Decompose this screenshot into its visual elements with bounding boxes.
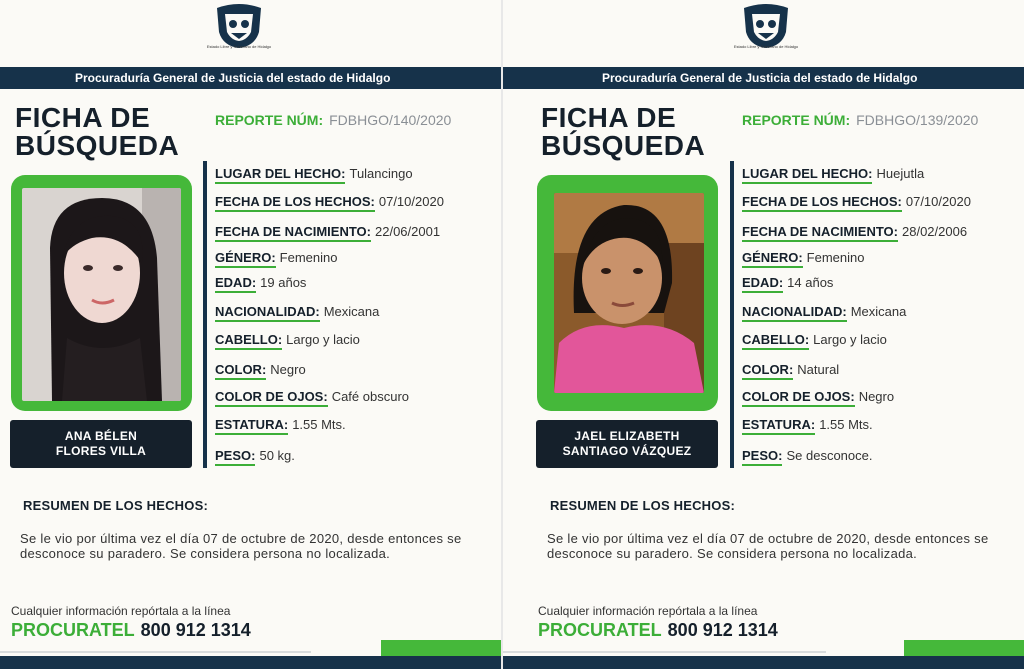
footer-navy-bar (0, 656, 501, 669)
report-label: REPORTE NÚM: (742, 112, 851, 128)
field-value: 50 kg. (259, 448, 295, 463)
footer-rule (503, 651, 826, 653)
divider-bar (203, 161, 207, 468)
field-color (215, 362, 306, 377)
poster-title (15, 104, 179, 160)
field-value: Femenino (279, 250, 338, 265)
person-name-line-1: JAEL ELIZABETH (574, 429, 680, 443)
hotline-number: 800 912 1314 (667, 620, 778, 640)
hotline-brand: PROCURATEL (11, 620, 135, 640)
divider-bar (730, 161, 734, 468)
field-label: PESO: (215, 448, 255, 466)
field-ojos (215, 389, 409, 404)
field-value: 07/10/2020 (378, 194, 444, 209)
report-number (215, 112, 451, 128)
field-value: Femenino (806, 250, 865, 265)
field-edad (215, 275, 306, 290)
field-value: Huejutla (876, 166, 925, 181)
field-fecha-hechos (742, 194, 971, 209)
footer-green-bar (904, 640, 1024, 656)
person-name-line-2: SANTIAGO VÁZQUEZ (562, 444, 692, 458)
hidalgo-coat-of-arms-logo (211, 2, 267, 60)
field-value: Café obscuro (331, 389, 410, 404)
field-value: 28/02/2006 (902, 224, 968, 239)
field-label: FECHA DE NACIMIENTO: (215, 224, 371, 242)
field-label: COLOR DE OJOS: (215, 389, 328, 407)
field-value: 1.55 Mts. (292, 417, 346, 432)
person-name-box (536, 420, 718, 468)
field-value: Se desconoce. (786, 448, 873, 463)
field-nacimiento (215, 224, 440, 239)
info-line: Cualquier información repórtala a la línea (11, 604, 231, 618)
field-nacionalidad (215, 304, 379, 319)
photo-frame (11, 175, 192, 411)
field-label: CABELLO: (215, 332, 282, 350)
hotline (11, 620, 251, 641)
search-poster-ana (0, 0, 501, 669)
hotline (538, 620, 778, 641)
field-cabello (215, 332, 360, 347)
title-line-1: FICHA DE (541, 102, 677, 133)
title-line-2: BÚSQUEDA (15, 130, 180, 161)
agency-name: Procuraduría General de Justicia del estado de Hidalgo (602, 71, 918, 85)
field-label: FECHA DE LOS HECHOS: (742, 194, 902, 212)
field-label: LUGAR DEL HECHO: (742, 166, 872, 184)
field-label: NACIONALIDAD: (742, 304, 847, 322)
footer-navy-bar (503, 656, 1024, 669)
field-value: Mexicana (850, 304, 907, 319)
field-label: FECHA DE NACIMIENTO: (742, 224, 898, 242)
field-label: CABELLO: (742, 332, 809, 350)
summary-heading: RESUMEN DE LOS HECHOS: (550, 498, 735, 513)
search-poster-jael (503, 0, 1024, 669)
summary-text: Se le vio por última vez el día 07 de octubre de 2020, desde entonces se desconoce su paradero. Se considera persona no localizada. (547, 531, 989, 561)
field-value: Natural (797, 362, 840, 377)
report-number (742, 112, 978, 128)
field-label: COLOR DE OJOS: (742, 389, 855, 407)
field-value: 1.55 Mts. (819, 417, 873, 432)
footer-green-bar (381, 640, 501, 656)
field-color (742, 362, 839, 377)
person-name-line-2: FLORES VILLA (55, 444, 147, 458)
field-value: Mexicana (323, 304, 380, 319)
field-value: 07/10/2020 (905, 194, 971, 209)
hotline-number: 800 912 1314 (140, 620, 251, 640)
report-label: REPORTE NÚM: (215, 112, 324, 128)
field-label: ESTATURA: (215, 417, 288, 435)
field-label: NACIONALIDAD: (215, 304, 320, 322)
missing-person-photo (22, 188, 181, 401)
field-value: 14 años (787, 275, 834, 290)
logo-caption: Estado Libre y Soberano de Hidalgo (206, 44, 272, 49)
agency-banner (503, 67, 1024, 89)
field-genero (215, 250, 337, 265)
field-label: LUGAR DEL HECHO: (215, 166, 345, 184)
field-cabello (742, 332, 887, 347)
field-label: ESTATURA: (742, 417, 815, 435)
title-line-1: FICHA DE (15, 102, 151, 133)
logo-caption: Estado Libre y Soberano de Hidalgo (733, 44, 799, 49)
summary-text: Se le vio por última vez el día 07 de octubre de 2020, desde entonces se desconoce su paradero. Se considera persona no localizada. (20, 531, 462, 561)
person-name-line-1: ANA BÉLEN (64, 429, 138, 443)
person-name-box (10, 420, 192, 468)
field-estatura (215, 417, 346, 432)
field-peso (742, 448, 872, 463)
field-label: COLOR: (742, 362, 793, 380)
field-genero (742, 250, 864, 265)
field-peso (215, 448, 295, 463)
field-label: GÉNERO: (742, 250, 803, 268)
field-value: Largo y lacio (286, 332, 360, 347)
report-value: FDBHGO/140/2020 (329, 112, 452, 128)
field-estatura (742, 417, 873, 432)
field-value: 19 años (260, 275, 307, 290)
photo-frame (537, 175, 718, 411)
field-nacimiento (742, 224, 967, 239)
field-ojos (742, 389, 894, 404)
field-value: Largo y lacio (813, 332, 887, 347)
poster-title (541, 104, 705, 160)
field-label: GÉNERO: (215, 250, 276, 268)
hotline-brand: PROCURATEL (538, 620, 662, 640)
footer-rule (0, 651, 311, 653)
field-edad (742, 275, 833, 290)
field-label: COLOR: (215, 362, 266, 380)
title-line-2: BÚSQUEDA (541, 130, 706, 161)
info-line: Cualquier información repórtala a la línea (538, 604, 758, 618)
field-label: PESO: (742, 448, 782, 466)
report-value: FDBHGO/139/2020 (856, 112, 979, 128)
field-fecha-hechos (215, 194, 444, 209)
field-label: FECHA DE LOS HECHOS: (215, 194, 375, 212)
field-value: Negro (270, 362, 306, 377)
field-value: Tulancingo (349, 166, 413, 181)
summary-heading: RESUMEN DE LOS HECHOS: (23, 498, 208, 513)
field-value: 22/06/2001 (375, 224, 441, 239)
field-value: Negro (858, 389, 895, 404)
field-label: EDAD: (742, 275, 783, 293)
field-lugar (215, 166, 413, 181)
agency-banner (0, 67, 501, 89)
missing-person-photo (554, 193, 704, 393)
field-label: EDAD: (215, 275, 256, 293)
field-lugar (742, 166, 924, 181)
agency-name: Procuraduría General de Justicia del estado de Hidalgo (75, 71, 391, 85)
field-nacionalidad (742, 304, 906, 319)
hidalgo-coat-of-arms-logo (738, 2, 794, 60)
